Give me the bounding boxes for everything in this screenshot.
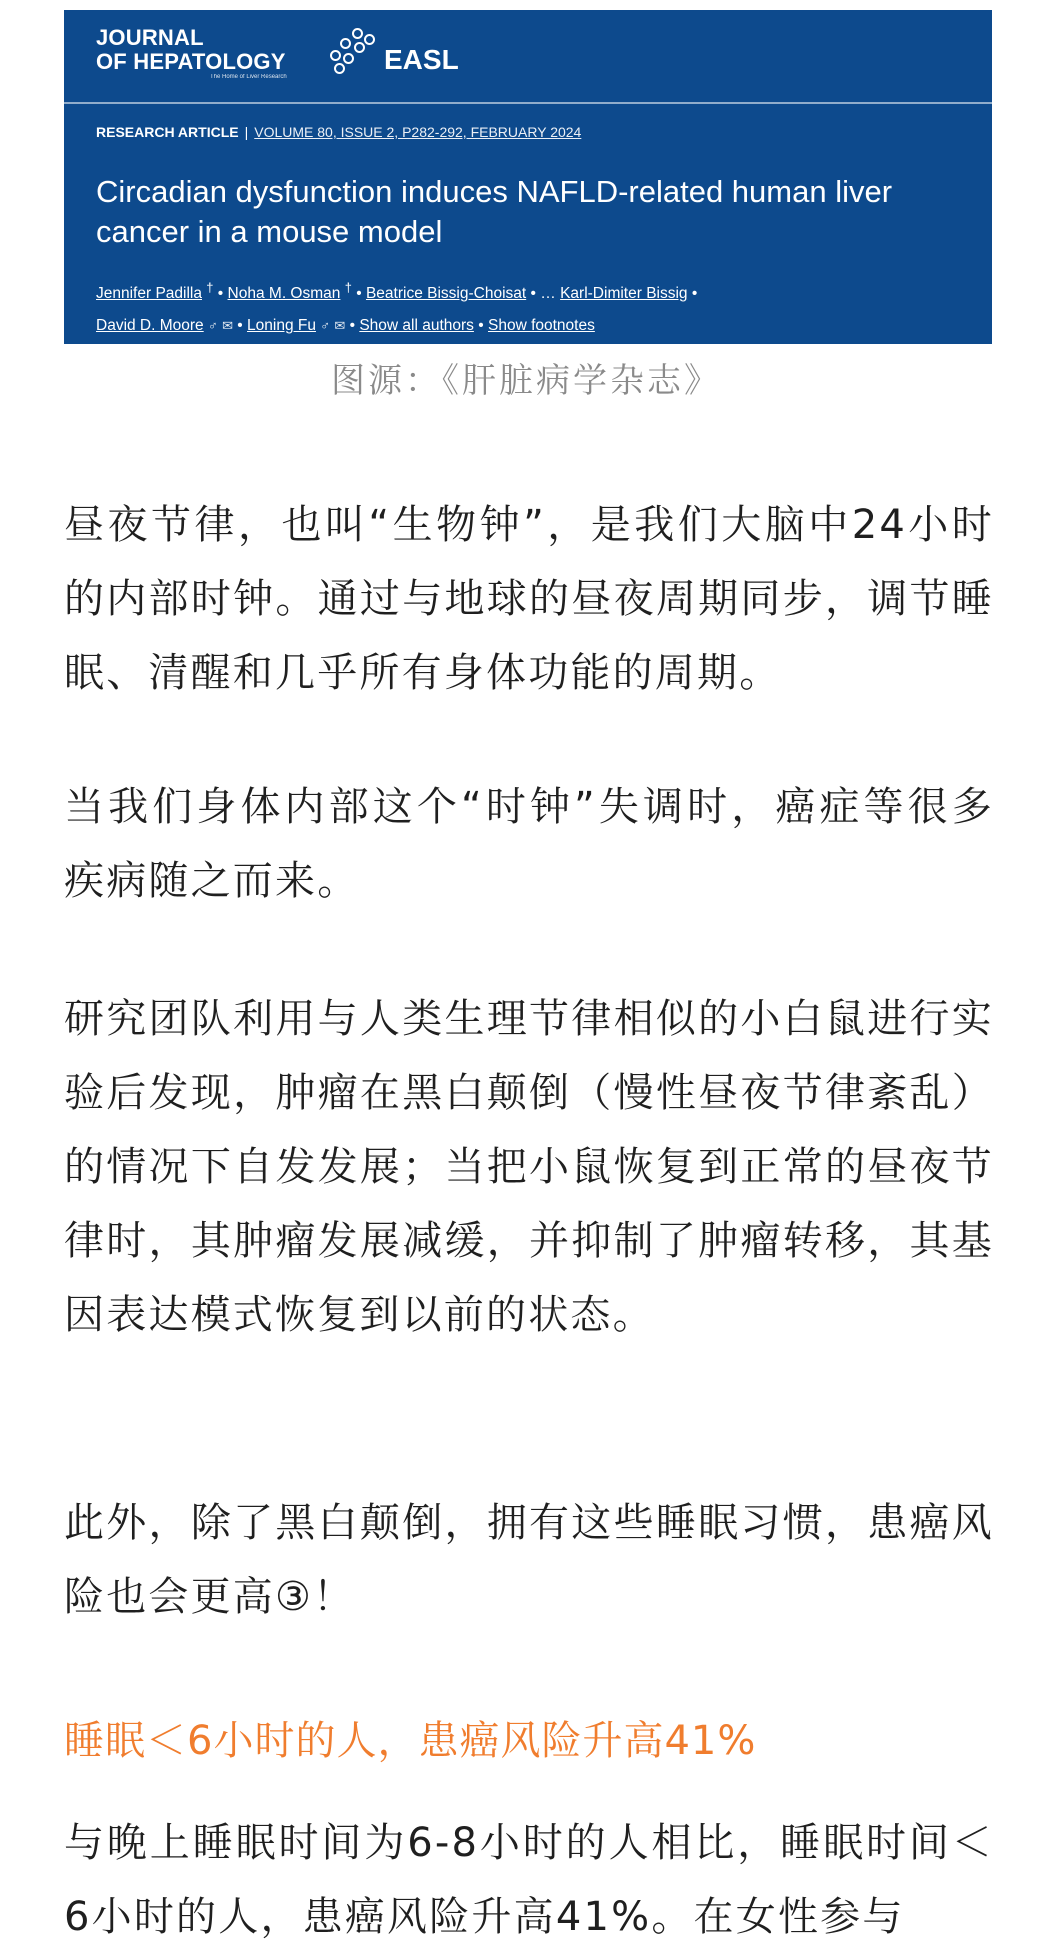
easl-dots-icon xyxy=(330,28,378,76)
author-link[interactable]: Beatrice Bissig-Choisat xyxy=(365,285,527,303)
person-icon: ♂ xyxy=(320,318,331,334)
author-link[interactable]: Noha M. Osman xyxy=(227,285,341,303)
dagger-mark: † xyxy=(344,280,352,295)
image-caption: 图源：《肝脏病学杂志》 xyxy=(331,361,721,401)
ellipsis: … xyxy=(540,285,556,303)
meta-separator: | xyxy=(244,124,249,140)
author-link[interactable]: Loning Fu xyxy=(247,317,316,335)
body-paragraph: 当我们身体内部这个“时钟”失调时，癌症等很多疾病随之而来。 xyxy=(64,784,994,904)
author-link[interactable]: Karl-Dimiter Bissig xyxy=(560,285,688,303)
article-title: Circadian dysfunction induces NAFLD-related human liver cancer in a mouse model xyxy=(96,174,893,249)
author-link[interactable]: Jennifer Padilla xyxy=(96,285,202,303)
show-footnotes-link[interactable]: Show footnotes xyxy=(487,317,595,335)
bullet: • xyxy=(217,285,224,303)
author-list xyxy=(96,272,956,342)
show-all-authors-link[interactable]: Show all authors xyxy=(359,317,474,335)
journal-banner-image xyxy=(64,10,992,344)
person-icon: ♂ xyxy=(208,318,218,334)
body-paragraph: 研究团队利用与人类生理节律相似的小白鼠进行实验后发现，肿瘤在黑白颠倒（慢性昼夜节律紊乱）的情况下自发发展；当把小鼠恢复到正常的昼夜节律时，其肿瘤发展减缓，并抑制了肿瘤转移，其基因表达模式恢复到以前的状态。 xyxy=(64,996,994,1338)
bullet: • xyxy=(691,285,698,303)
body-paragraph: 与晚上睡眠时间为6-8小时的人相比，睡眠时间＜6小时的人，患癌风险升高41%。在女性参与 xyxy=(64,1820,994,1940)
article-type: RESEARCH ARTICLE xyxy=(96,124,239,140)
body-paragraph: 昼夜节律，也叫“生物钟”，是我们大脑中24小时的内部时钟。通过与地球的昼夜周期同步，调节睡眠、清醒和几乎所有身体功能的周期。 xyxy=(64,502,994,696)
dagger-mark: † xyxy=(206,280,214,295)
body-paragraph: 此外，除了黑白颠倒，拥有这些睡眠习惯，患癌风险也会更高③！ xyxy=(64,1500,994,1620)
journal-logo xyxy=(96,26,286,74)
author-link[interactable]: David D. Moore xyxy=(96,317,204,335)
volume-info-link[interactable]: VOLUME 80, ISSUE 2, P282-292, FEBRUARY 2024 xyxy=(254,124,582,140)
banner-divider xyxy=(64,102,992,104)
bullet: • xyxy=(237,317,243,335)
bullet: • xyxy=(349,317,356,335)
bullet: • xyxy=(356,285,362,303)
journal-name-line1: JOURNAL xyxy=(96,25,204,50)
journal-tagline: The Home of Liver Research xyxy=(210,74,287,80)
section-heading: 睡眠＜6小时的人，患癌风险升高41% xyxy=(64,1718,757,1764)
mail-icon[interactable]: ✉ xyxy=(222,318,233,334)
article-meta xyxy=(96,124,581,140)
mail-icon[interactable]: ✉ xyxy=(334,318,346,334)
bullet: • xyxy=(530,285,536,303)
easl-text: EASL xyxy=(384,44,459,75)
journal-name-line2: OF HEPATOLOGY xyxy=(96,49,286,74)
easl-logo xyxy=(330,28,459,76)
bullet: • xyxy=(478,317,484,335)
